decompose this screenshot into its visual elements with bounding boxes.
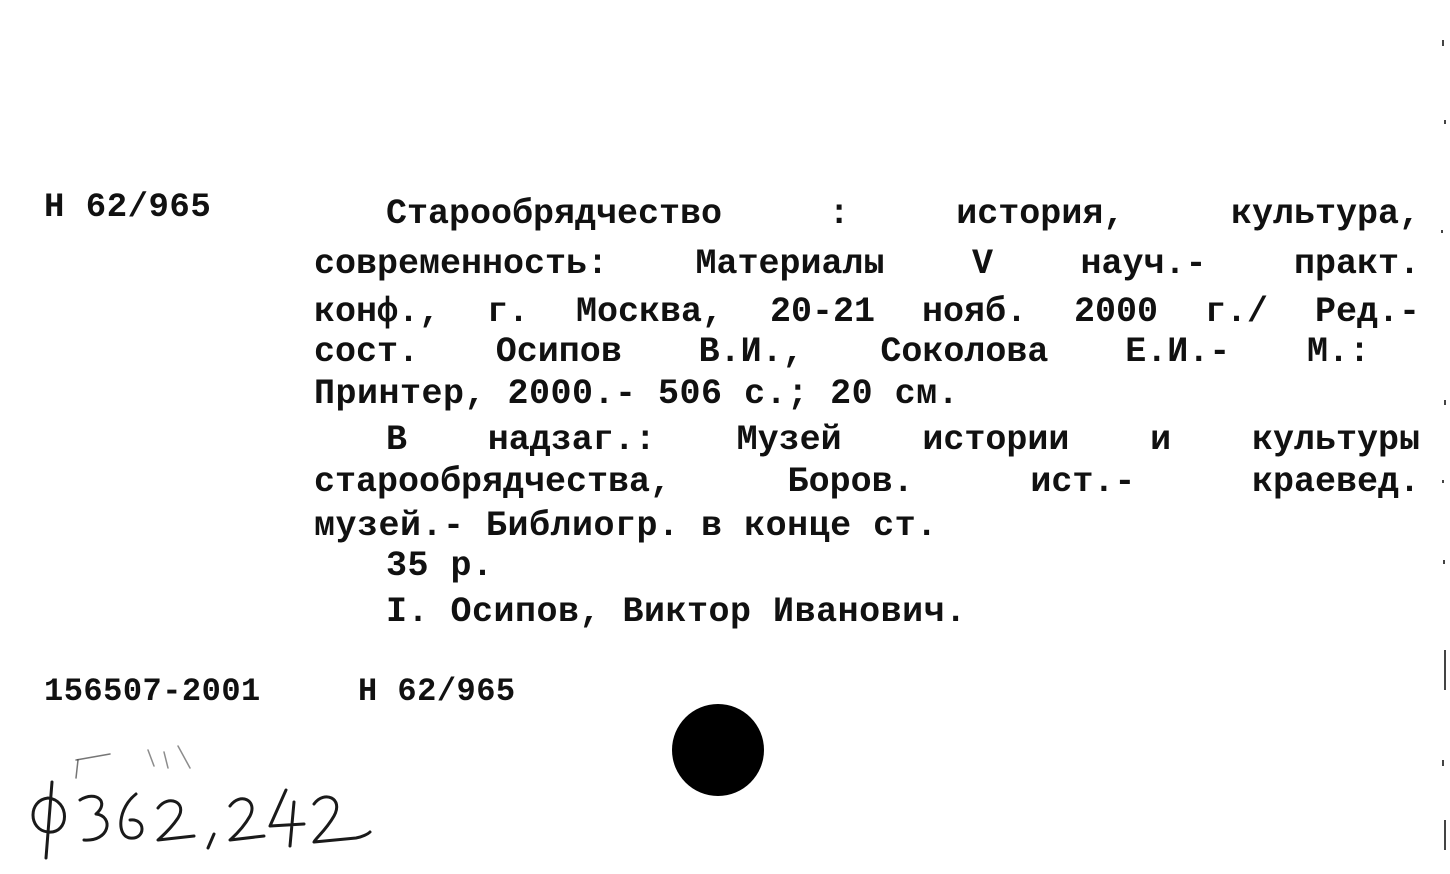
note-word: Музей — [736, 420, 842, 460]
note-word: надзаг.: — [487, 420, 656, 460]
title-word: науч.- — [1080, 244, 1207, 284]
note-word: и — [1150, 420, 1172, 460]
tracing: I. Осипов, Виктор Иванович. — [386, 592, 967, 632]
note-line — [386, 420, 1420, 460]
shelfmark-bottom: Н 62/965 — [358, 673, 516, 710]
editor-word: сост. — [314, 332, 420, 372]
editor-word: Е.И.- — [1125, 332, 1231, 372]
imprint-line — [314, 292, 1420, 332]
imprint-word: 2000 — [1073, 292, 1158, 332]
imprint-word: 20-21 — [769, 292, 876, 332]
shelfmark: Н 62/965 — [44, 189, 212, 227]
imprint-word: конф., — [314, 292, 441, 332]
title-word: история, — [956, 194, 1125, 234]
imprint-word: нояб. — [921, 292, 1028, 332]
note-word: старообрядчества, — [314, 462, 672, 502]
title-line — [386, 194, 1420, 234]
title-line-2 — [314, 244, 1420, 284]
publisher-line: Принтер, 2000.- 506 с.; 20 см. — [314, 374, 960, 414]
note-word: культуры — [1251, 420, 1420, 460]
price: 35 р. — [386, 546, 494, 586]
note-word: истории — [922, 420, 1070, 460]
note-word: ист.- — [1030, 462, 1136, 502]
title-word: V — [972, 244, 994, 284]
editor-word: М.: — [1306, 332, 1370, 372]
title-word: культура, — [1230, 194, 1420, 234]
imprint-word: г./ — [1204, 292, 1268, 332]
note-line-2 — [314, 462, 1420, 502]
title-word: Материалы — [695, 244, 885, 284]
editor-word: Соколова — [880, 332, 1049, 372]
handwritten-code — [18, 738, 378, 868]
accession-number: 156507-2001 — [44, 673, 261, 710]
imprint-word: Москва, — [575, 292, 724, 332]
imprint-word: Ред.- — [1314, 292, 1420, 332]
title-word: практ. — [1293, 244, 1420, 284]
note-word: В — [386, 420, 408, 460]
title-word: : — [828, 194, 850, 234]
editors-line — [314, 332, 1370, 372]
note-word: Боров. — [787, 462, 914, 502]
note-word: краевед. — [1251, 462, 1420, 502]
punch-hole — [672, 704, 764, 796]
note-line-3: музей.- Библиогр. в конце ст. — [314, 506, 938, 546]
editor-word: Осипов — [495, 332, 622, 372]
scan-edge — [1432, 0, 1450, 874]
title-word: Старообрядчество — [386, 194, 723, 234]
editor-word: В.И., — [698, 332, 804, 372]
title-word: современность: — [314, 244, 609, 284]
imprint-word: г. — [487, 292, 530, 332]
